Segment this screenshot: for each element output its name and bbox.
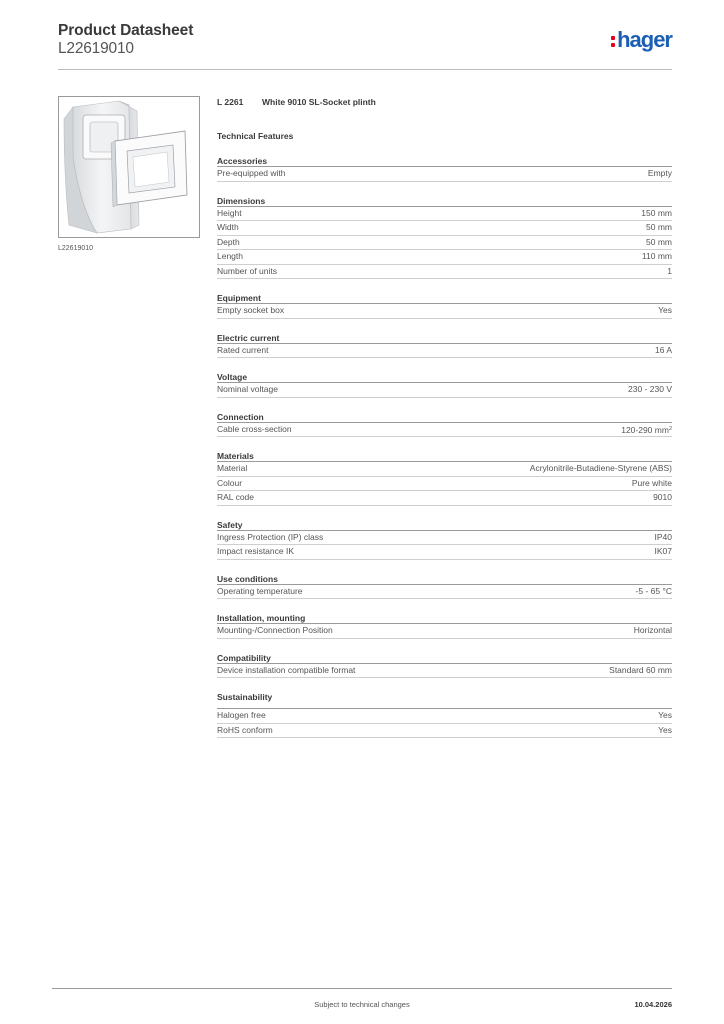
spec-label: Depth xyxy=(217,236,240,247)
spec-label: Width xyxy=(217,222,239,232)
spec-row xyxy=(217,207,672,222)
section-title: Accessories xyxy=(217,155,672,167)
document-title: Product Datasheet xyxy=(58,22,194,39)
product-heading xyxy=(217,96,672,108)
spec-row xyxy=(217,545,672,560)
spec-value: Yes xyxy=(658,724,672,735)
section-title: Safety xyxy=(217,519,672,531)
section-dimensions xyxy=(217,195,672,280)
spec-row xyxy=(217,167,672,182)
spec-row xyxy=(217,491,672,506)
spec-value: Empty xyxy=(647,168,672,178)
spec-row xyxy=(217,477,672,492)
spec-row xyxy=(217,531,672,546)
spec-label: Cable cross-section xyxy=(217,423,292,434)
spec-row xyxy=(217,265,672,280)
spec-label: Number of units xyxy=(217,265,277,276)
spec-row xyxy=(217,383,672,398)
section-title: Use conditions xyxy=(217,573,672,585)
section-title: Electric current xyxy=(217,332,672,344)
spec-label: Rated current xyxy=(217,344,269,355)
spec-value: 150 mm xyxy=(641,207,672,218)
spec-value: 50 mm xyxy=(646,222,672,232)
spec-label: Colour xyxy=(217,477,243,488)
product-details xyxy=(217,96,672,738)
section-accessories xyxy=(217,155,672,182)
footer-date: 10.04.2026 xyxy=(634,1000,672,1009)
spec-label: Pre-equipped with xyxy=(217,168,286,178)
section-voltage xyxy=(217,371,672,398)
section-title: Installation, mounting xyxy=(217,612,672,624)
section-compatibility xyxy=(217,652,672,679)
section-electric-current xyxy=(217,332,672,359)
image-caption: L22619010 xyxy=(58,245,94,252)
spec-label: Material xyxy=(217,463,248,473)
section-installation-mounting xyxy=(217,612,672,639)
spec-value xyxy=(621,423,672,437)
spec-value: 9010 xyxy=(653,492,672,502)
section-title: Materials xyxy=(217,450,672,462)
spec-value: Pure white xyxy=(631,477,672,488)
hager-logo xyxy=(611,28,672,52)
footer-note: Subject to technical changes xyxy=(314,1000,410,1009)
spec-row xyxy=(217,221,672,236)
spec-value: IK07 xyxy=(654,546,672,556)
section-title: Sustainability xyxy=(217,691,672,709)
document-reference: L22619010 xyxy=(58,40,134,57)
spec-row xyxy=(217,236,672,251)
spec-row xyxy=(217,664,672,679)
spec-label: RoHS conform xyxy=(217,724,273,735)
spec-label: Operating temperature xyxy=(217,585,303,596)
spec-value: 50 mm xyxy=(646,236,672,247)
spec-row xyxy=(217,462,672,477)
spec-value: Standard 60 mm xyxy=(609,664,672,675)
spec-label: Height xyxy=(217,207,242,218)
page-footer xyxy=(52,988,672,1012)
spec-value-text: 120-290 mm xyxy=(621,424,669,435)
spec-label: Nominal voltage xyxy=(217,384,278,394)
section-title: Compatibility xyxy=(217,652,672,664)
spec-value: 16 A xyxy=(654,344,672,355)
section-use-conditions xyxy=(217,573,672,600)
section-equipment xyxy=(217,292,672,319)
section-safety xyxy=(217,519,672,560)
section-title: Equipment xyxy=(217,292,672,304)
spec-label: Mounting-/Connection Position xyxy=(217,625,333,635)
spec-row xyxy=(217,585,672,600)
spec-row xyxy=(217,709,672,724)
section-sustainability xyxy=(217,691,672,738)
spec-value: -5 - 65 °C xyxy=(635,585,672,596)
spec-label: Halogen free xyxy=(217,710,266,720)
spec-label: Ingress Protection (IP) class xyxy=(217,531,324,542)
spec-row xyxy=(217,423,672,438)
spec-row xyxy=(217,724,672,739)
spec-value: 1 xyxy=(667,265,672,276)
section-connection xyxy=(217,411,672,438)
spec-value: Acrylonitrile-Butadiene-Styrene (ABS) xyxy=(529,463,672,473)
section-title: Connection xyxy=(217,411,672,423)
spec-label: Impact resistance IK xyxy=(217,546,295,556)
technical-features-title: Technical Features xyxy=(217,131,294,141)
product-code: L 2261 xyxy=(217,97,244,107)
spec-value: Yes xyxy=(658,305,672,315)
spec-value: Horizontal xyxy=(633,625,672,635)
spec-value-superscript: 2 xyxy=(668,425,672,432)
spec-row xyxy=(217,344,672,359)
product-image xyxy=(58,96,200,238)
spec-label: Device installation compatible format xyxy=(217,664,356,675)
spec-row xyxy=(217,624,672,639)
spec-label: Length xyxy=(217,251,243,261)
spec-row xyxy=(217,304,672,319)
spec-value: 110 mm xyxy=(641,251,672,261)
spec-value: Yes xyxy=(658,710,672,720)
spec-value: 230 - 230 V xyxy=(628,384,672,394)
logo-dots-icon xyxy=(611,34,616,49)
document-header xyxy=(58,22,672,70)
spec-value: IP40 xyxy=(654,531,672,542)
section-materials xyxy=(217,450,672,506)
spec-label: RAL code xyxy=(217,492,255,502)
section-title: Dimensions xyxy=(217,195,672,207)
socket-plinth-illustration-icon xyxy=(59,97,200,238)
section-title: Voltage xyxy=(217,371,672,383)
spec-label: Empty socket box xyxy=(217,305,285,315)
product-name: White 9010 SL-Socket plinth xyxy=(262,97,376,107)
logo-text: hager xyxy=(617,27,672,52)
spec-row xyxy=(217,250,672,265)
